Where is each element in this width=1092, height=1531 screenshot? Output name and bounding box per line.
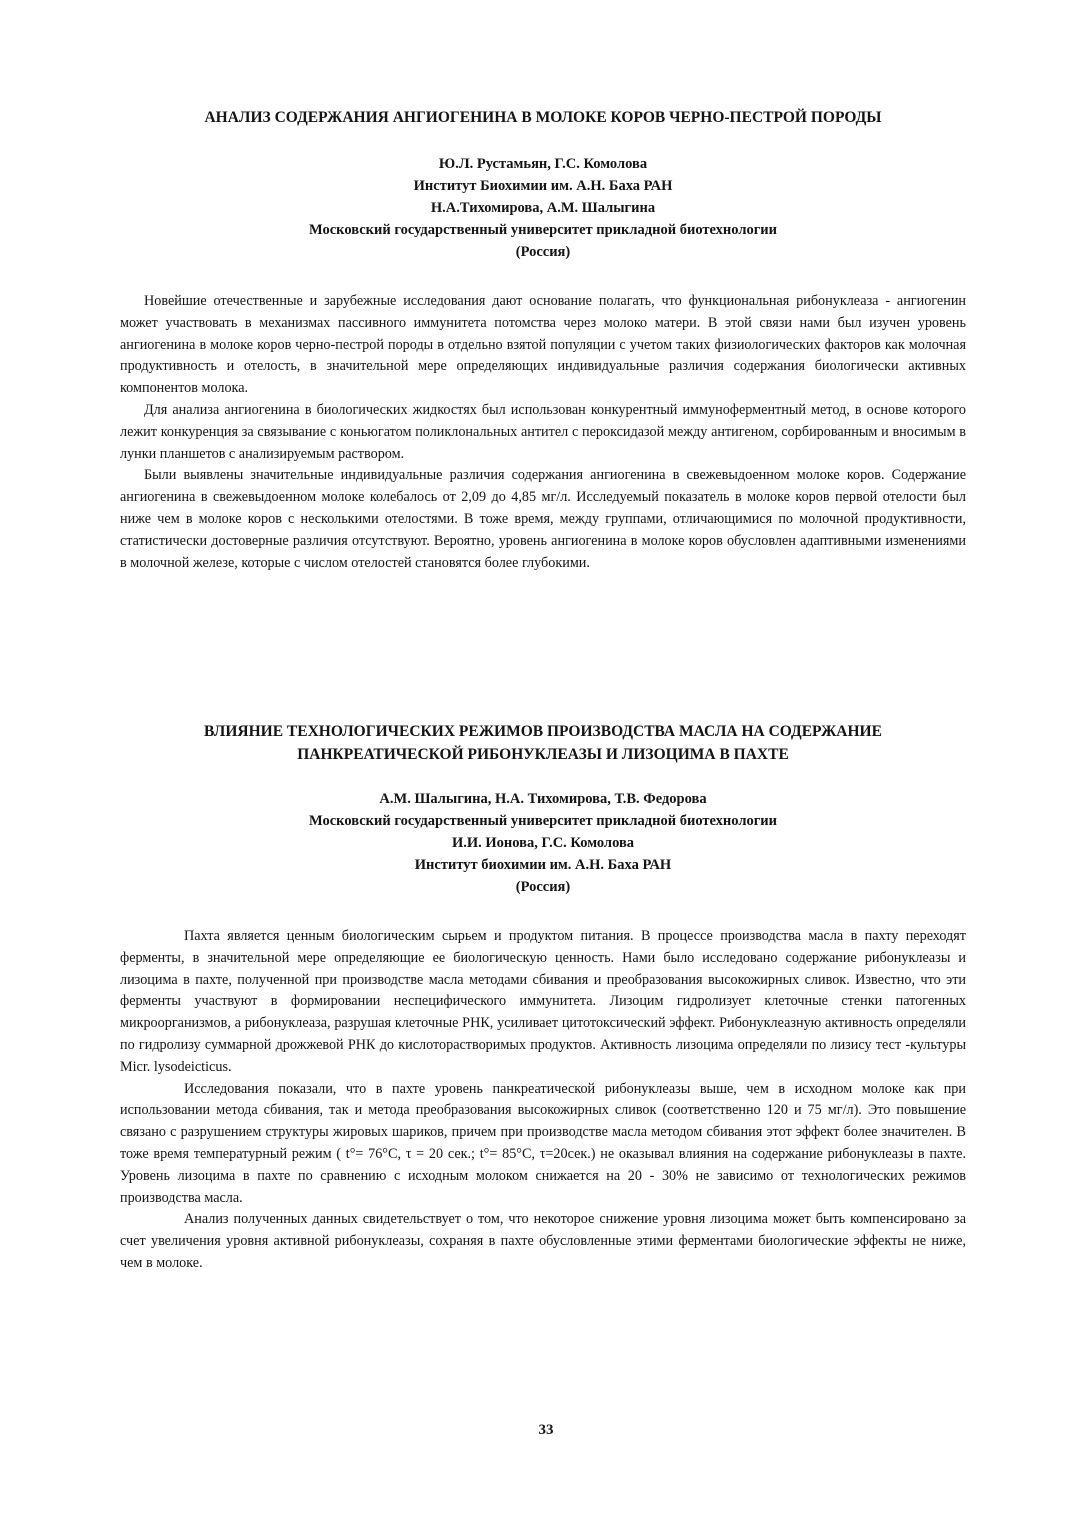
author-line: А.М. Шалыгина, Н.А. Тихомирова, Т.В. Федорова	[379, 791, 707, 807]
country-line: (Россия)	[515, 244, 571, 260]
title-line: ПАНКРЕАТИЧЕСКОЙ РИБОНУКЛЕАЗЫ И ЛИЗОЦИМА В ПАХТЕ	[297, 746, 789, 763]
country-line: (Россия)	[515, 879, 571, 895]
article-body	[120, 926, 966, 1275]
paragraph: Были выявлены значительные индивидуальные различия содержания ангиогенина в свежевыдоенном молоке коров. Содержание ангиогенина в свежевыдоенном молоке колебалось от 2,09 до 4,85 мг/л. Исследуемый показатель в молоке коров первой отелости был ниже чем в молоке коров с несколькими отелостями. В тоже время, между группами, отличающимися по молочной продуктивности, статистически достоверные различия отсутствуют. Вероятно, уровень ангиогенина в молоке коров обусловлен адаптивными изменениями в молочной железе, которые с числом отелостей становятся более глубокими.	[120, 467, 966, 571]
affiliation-line: Институт биохимии им. А.Н. Баха РАН	[414, 857, 672, 873]
paragraph: Анализ полученных данных свидетельствует о том, что некоторое снижение уровня лизоцима может быть компенсировано за счет увеличения уровня активной рибонуклеазы, сохраняя в пахте обусловленные этими ферментами биологические эффекты не ниже, чем в молоке.	[120, 1211, 966, 1271]
author-line: Ю.Л. Рустамьян, Г.С. Комолова	[438, 156, 648, 172]
affiliation-line: Московский государственный университет прикладной биотехнологии	[309, 813, 777, 829]
paragraph: Для анализа ангиогенина в биологических жидкостях был использован конкурентный иммуноферментный метод, в основе которого лежит конкуренция за связывание с коньюгатом поликлональных антител с пероксидазой между антигеном, сорбированным и вносимым в лунки планшетов с анализируемым раствором.	[120, 401, 966, 462]
affiliation-line: Институт Биохимии им. А.Н. Баха РАН	[413, 178, 673, 194]
affiliation-line: Московский государственный университет прикладной биотехнологии	[309, 222, 777, 238]
title-line: ВЛИЯНИЕ ТЕХНОЛОГИЧЕСКИХ РЕЖИМОВ ПРОИЗВОДСТВА МАСЛА НА СОДЕРЖАНИЕ	[204, 723, 882, 740]
author-block	[120, 153, 966, 263]
page-number: 33	[538, 1422, 554, 1438]
article-buttermilk	[120, 720, 966, 1275]
paragraph: Пахта является ценным биологическим сырьем и продуктом питания. В процессе производства масла в пахту переходят ферменты, в значительной мере определяющие ее биологическую ценность. Нами было исследовано содержание рибонуклеазы и лизоцима в пахте, полученной при производстве масла методами сбивания и преобразования высокожирных сливок. Известно, что эти ферменты участвуют в формировании неспецифического иммунитета. Лизоцим гидролизует клеточные стенки патогенных микроорганизмов, а рибонуклеаза, разрушая клеточные РНК, усиливает цитотоксический эффект. Рибонуклеазную активность определяли по гидролизу суммарной дрожжевой РНК до кислоторастворимых продуктов. Активность лизоцима определяли по лизису тест -культуры Micr. lysodeicticus.	[120, 928, 966, 1075]
paragraph: Исследования показали, что в пахте уровень панкреатической рибонуклеазы выше, чем в исходном молоке как при использовании метода сбивания, так и метода преобразования высокожирных сливок (соответственно 120 и 75 мг/л). Это повышение связано с разрушением структуры жировых шариков, причем при производстве масла методом сбивания этот эффект более значителен. В тоже время температурный режим ( t°= 76°С, τ = 20 сек.; t°= 85°С, τ=20сек.) не оказывал влияния на содержание рибонуклеазы в пахте. Уровень лизоцима в пахте по сравнению с исходным молоком снижается на 20 - 30% не зависимо от технологических режимов производства масла.	[120, 1080, 966, 1206]
author-line: И.И. Ионова, Г.С. Комолова	[451, 835, 635, 851]
paragraph: Новейшие отечественные и зарубежные исследования дают основание полагать, что функциональная рибонуклеаза - ангиогенин может участвовать в механизмах пассивного иммунитета потомства через молоко матери. В этой связи нами был изучен уровень ангиогенина в молоке коров черно-пестрой породы в отдельно взятой популяции с учетом таких физиологических факторов как молочная продуктивность и отелость, в значительной мере определяющих индивидуальные различия содержания биологически активных компонентов молока.	[120, 293, 966, 397]
author-line: Н.А.Тихомирова, А.М. Шалыгина	[430, 200, 656, 216]
article-body	[120, 291, 966, 574]
article-title	[120, 720, 966, 766]
author-block	[120, 788, 966, 898]
article-title: АНАЛИЗ СОДЕРЖАНИЯ АНГИОГЕНИНА В МОЛОКЕ КОРОВ ЧЕРНО-ПЕСТРОЙ ПОРОДЫ	[204, 109, 882, 126]
article-angiogenin	[120, 106, 966, 574]
